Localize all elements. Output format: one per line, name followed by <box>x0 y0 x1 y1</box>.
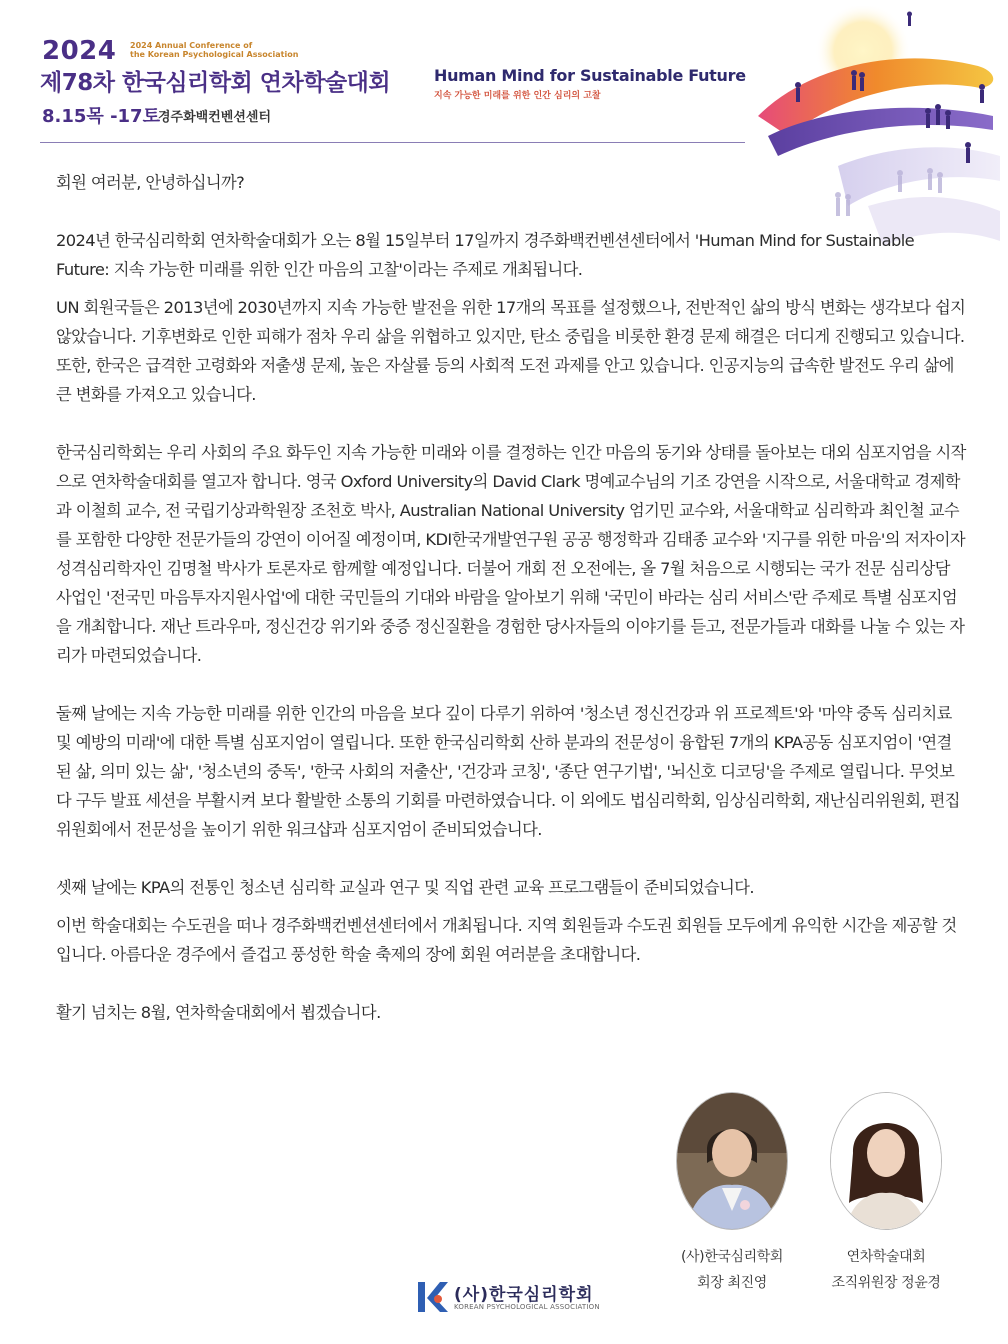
letter-paragraph: 셋째 날에는 KPA의 전통인 청소년 심리학 교실과 연구 및 직업 관련 교육 프로그램들이 준비되었습니다. <box>56 878 754 897</box>
letter-closing: 활기 넘치는 8월, 연차학술대회에서 뵙겠습니다. <box>56 1003 381 1022</box>
signature-role: (사)한국심리학회 회장 최진영 <box>681 1249 783 1291</box>
conference-venue: 경주화백컨벤션센터 <box>158 110 272 125</box>
signature-role: 연차학술대회 조직위원장 정윤경 <box>831 1249 941 1291</box>
letter-paragraph: 이번 학술대회는 수도권을 떠나 경주화백컨벤션센터에서 개최됩니다. 지역 회원들과 수도권 회원들 모두에게 유익한 시간을 제공할 것입니다. 아름다운 경주에서 즐겁고 풍성한 학술 축제의 장에 회원 여러분을 초대합니다. <box>56 916 957 964</box>
signature-chair <box>811 1092 961 1296</box>
kpa-logo-icon <box>416 1280 450 1314</box>
letter-body <box>56 168 966 1027</box>
theme-english: Human Mind for Sustainable Future <box>434 66 746 85</box>
org-name-english: KOREAN PSYCHOLOGICAL ASSOCIATION <box>454 1303 600 1311</box>
letter-paragraph: UN 회원국들은 2013년에 2030년까지 지속 가능한 발전을 위한 17개의 목표를 설정했으나, 전반적인 삶의 방식 변화는 생각보다 쉽지 않았습니다. 기후변화로 인한 피해가 점차 우리 삶을 위협하고 있지만, 탄소 중립을 비롯한 환경 문제 해결은 더디게 진행되고 있습니다. 또한, 한국은 급격한 고령화와 저출생 문제, 높은 자살률 등의 사회적 도전 과제를 안고 있습니다. 인공지능의 급속한 발전도 우리 삶에 큰 변화를 가져오고 있습니다. <box>56 298 966 404</box>
avatar <box>676 1092 788 1230</box>
letter-greeting: 회원 여러분, 안녕하십니까? <box>56 173 245 192</box>
header-divider <box>40 142 745 143</box>
portrait-icon <box>831 1093 941 1229</box>
kpa-logo <box>416 1278 616 1318</box>
conference-dates: 8.15목 -17토 <box>42 106 160 127</box>
signature-president <box>657 1092 807 1296</box>
portrait-icon <box>677 1093 787 1229</box>
letter-paragraph: 한국심리학회는 우리 사회의 주요 화두인 지속 가능한 미래와 이를 결정하는 인간 마음의 동기와 상태를 돌아보는 대외 심포지엄을 시작으로 연차학술대회를 열고자 합니다. 영국 Oxford University의 David Clark 명예교수님의 기조 강연을 시작으로, 서울대학교 경제학과 이철희 교수, 전 국립기상과학원장 조천호 박사, Australian National University 엄기민 교수와, 서울대학교 심리학과 최인철 교수를 포함한 다양한 전문가들의 강연이 이어질 예정이며, KDI한국개발연구원 공공 행정학과 김태종 교수와 '지구를 위한 마음'의 저자이자 성격심리학자인 김명철 박사가 토론자로 함께할 예정입니다. 더불어 개회 전 오전에는, 올 7월 처음으로 시행되는 국가 전문 심리상담 사업인 '전국민 마음투자지원사업'에 대한 국민들의 기대와 바람을 알아보기 위해 '국민이 바라는 심리 서비스'란 주제로 특별 심포지엄을 개최합니다. 재난 트라우마, 정신건강 위기와 중증 정신질환을 경험한 당사자들의 이야기를 듣고, 전문가들과 대화를 나눌 수 있는 자리가 마련되었습니다. <box>56 443 966 665</box>
avatar <box>830 1092 942 1230</box>
conference-title: 제78차 한국심리학회 연차학술대회 <box>40 70 391 96</box>
letter-paragraph: 2024년 한국심리학회 연차학술대회가 오는 8월 15일부터 17일까지 경주화백컨벤션센터에서 'Human Mind for Sustainable Future: 지속 가능한 미래를 위한 인간 마음의 고찰'이라는 주제로 개최됩니다. <box>56 231 915 279</box>
letter-paragraph: 둘째 날에는 지속 가능한 미래를 위한 인간의 마음을 보다 깊이 다루기 위하여 '청소년 정신건강과 위 프로젝트'와 '마약 중독 심리치료 및 예방의 미래'에 대한 특별 심포지엄이 열립니다. 또한 한국심리학회 산하 분과의 전문성이 융합된 7개의 KPA공동 심포지엄이 '연결된 삶, 의미 있는 삶', '청소년의 중독', '한국 사회의 저출산', '건강과 코칭', '종단 연구기법', '뇌신호 디코딩'을 주제로 열립니다. 무엇보다 구두 발표 세션을 부활시켜 보다 활발한 소통의 기회를 마련하였습니다. 이 외에도 법심리학회, 임상심리학회, 재난심리위원회, 편집위원회에서 전문성을 높이기 위한 워크샵과 심포지엄이 준비되었습니다. <box>56 704 960 839</box>
conference-english-name: 2024 Annual Conference of the Korean Psychological Association <box>130 41 299 59</box>
conference-year: 2024 <box>42 36 117 66</box>
org-name-korean: (사)한국심리학회 <box>454 1285 594 1305</box>
theme-korean: 지속 가능한 미래를 위한 인간 심리의 고찰 <box>434 91 601 101</box>
conference-header <box>0 0 1008 150</box>
